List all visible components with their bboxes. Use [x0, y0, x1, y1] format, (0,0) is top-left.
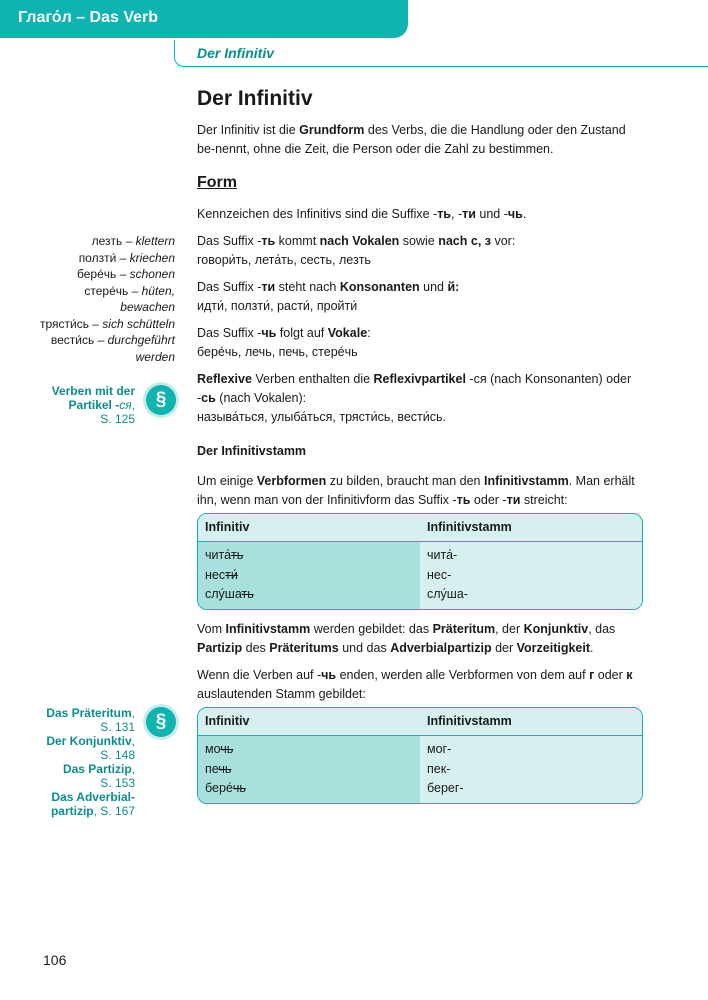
- stamm-heading: Der Infinitivstamm: [197, 444, 307, 458]
- vocab-item: берéчь – schonen: [77, 267, 175, 281]
- ch-examples: берéчь, лечь, печь, стерéчь: [197, 345, 358, 359]
- section-tab: [174, 40, 708, 67]
- ch-rule: Das Suffix -чь folgt auf Vokale: берéчь, лечь, печь, стерéчь: [197, 326, 371, 359]
- table-cell: пек-: [427, 761, 451, 776]
- paragraph-icon: §: [146, 385, 176, 415]
- ch-stamm-paragraph: Wenn die Verben auf -чь enden, werden alle Verbformen von dem auf г oder к auslautenden Stamm gebildet:: [197, 668, 633, 701]
- stamm-column: [420, 542, 642, 609]
- cross-reference-link[interactable]: Verben mit der Partikel -ся, S. 125: [51, 384, 135, 426]
- stamm-intro: Um einige Verbformen zu bilden, braucht man den Infinitivstamm. Man erhält ihn, wenn man von der Infinitivform das Suffix -ть oder -ти streicht:: [197, 474, 635, 507]
- page-title: Der Infinitiv: [197, 87, 313, 110]
- infinitiv-column: [198, 542, 420, 609]
- sidebar-vocab: [40, 233, 175, 365]
- ti-rule: Das Suffix -ти steht nach Konsonanten und й: идти́, ползти́, расти́, пройти́: [197, 280, 460, 313]
- table-cell: нести́: [205, 567, 238, 582]
- table-cell: берéчь: [205, 781, 246, 795]
- table-cell: нес-: [427, 567, 452, 582]
- stamm-column: [420, 736, 642, 803]
- infinitiv-table-1: [197, 513, 643, 610]
- vocab-item: bewachen: [120, 300, 175, 314]
- vocab-item: вести́сь – durchgeführt: [50, 333, 175, 347]
- vocab-item: ползти́ – kriechen: [78, 250, 175, 265]
- chapter-title: Глаго́л – Das Verb: [18, 9, 158, 26]
- vocab-item: стерéчь – hüten,: [84, 283, 175, 298]
- table-cell: печь: [205, 761, 232, 776]
- table-cell: мог-: [427, 742, 452, 756]
- ti-examples: идти́, ползти́, расти́, пройти́: [197, 299, 358, 313]
- infinitiv-column: [198, 736, 420, 803]
- ty-examples: говори́ть, лета́ть, сесть, лезть: [197, 253, 371, 267]
- table-cell: чита́ть: [205, 548, 244, 562]
- ty-rule: Das Suffix -ть kommt nach Vokalen sowie nach с, з vor: говори́ть, лета́ть, сесть, лезть: [197, 234, 516, 267]
- vocab-item: трясти́сь – sich schütteln: [39, 316, 175, 331]
- kennzeichen-paragraph: Kennzeichen des Infinitivs sind die Suffixe -ть, -ти und -чь.: [197, 207, 527, 221]
- section-title: Der Infinitiv: [197, 45, 275, 61]
- gebildet-paragraph: Vom Infinitivstamm werden gebildet: das Präteritum, der Konjunktiv, das Partizip des Präteritums und das Adverbialpartizip der Vorzeitigkeit.: [197, 622, 616, 655]
- table-cell: мочь: [205, 742, 234, 756]
- table-cell: берег-: [427, 781, 464, 795]
- table-header: Infinitiv Infinitivstamm: [198, 514, 642, 542]
- table-header: Infinitiv Infinitivstamm: [198, 708, 642, 736]
- table-cell: слу́ша-: [427, 587, 468, 601]
- table-cell: слу́шать: [205, 587, 254, 601]
- reflexive-paragraph: Reflexive Verben enthalten die Reflexivpartikel -ся (nach Konsonanten) oder -сь (nach Vokalen): называ́ться, улыба́ться, трясти́сь, вести́сь.: [197, 372, 632, 424]
- paragraph-icon: §: [146, 707, 176, 737]
- form-heading: Form: [197, 174, 237, 191]
- cross-reference-links[interactable]: Das Präteritum, S. 131 Der Konjunktiv, S. 148 Das Partizip, S. 153 Das Adverbial- partizip, S. 167: [46, 706, 135, 818]
- table-cell: чита́-: [427, 548, 458, 562]
- reflexive-examples: называ́ться, улыба́ться, трясти́сь, вести́сь.: [197, 410, 446, 424]
- vocab-item: лезть – klettern: [91, 234, 175, 248]
- intro-paragraph: Der Infinitiv ist die Grundform des Verbs, die die Handlung oder den Zustand be-nennt, ohne die Zeit, die Person oder die Zahl zu bestimmen.: [197, 123, 626, 156]
- page-number: 106: [43, 952, 67, 968]
- vocab-item: werden: [135, 349, 175, 364]
- chapter-header-bar: [0, 0, 408, 38]
- infinitiv-table-2: [197, 707, 643, 804]
